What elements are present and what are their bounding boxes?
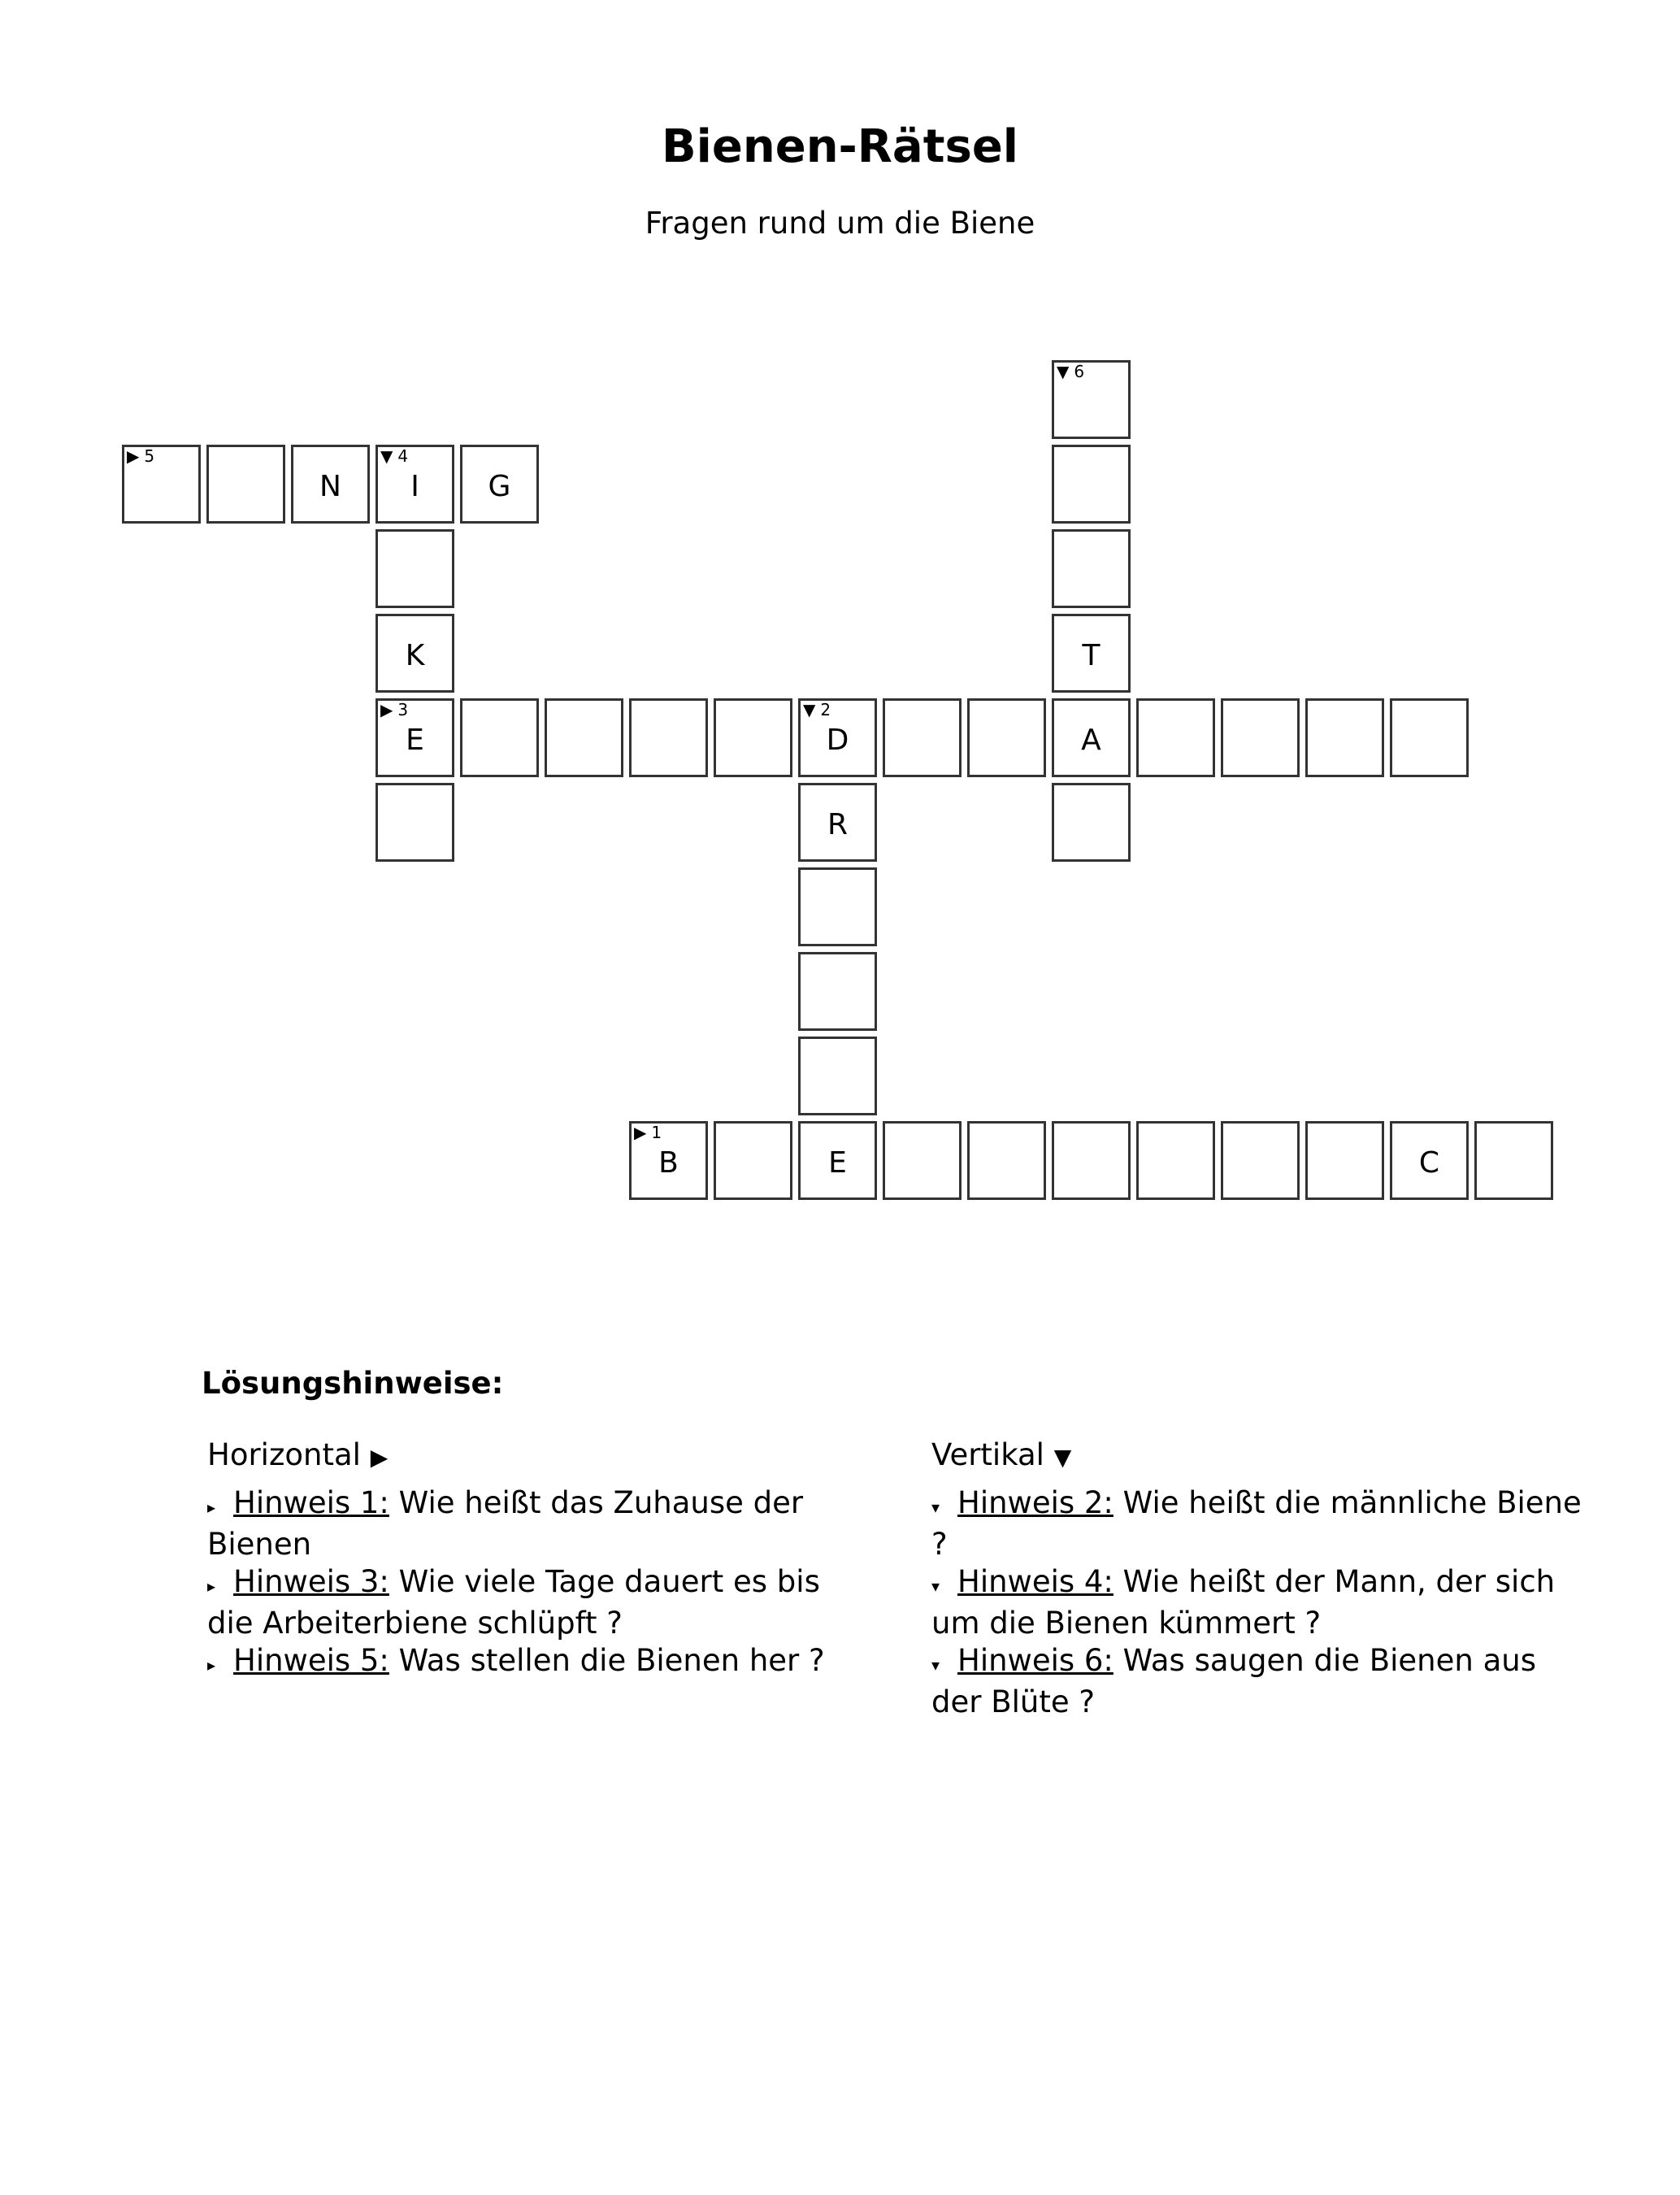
clue-text: Wie heißt die männliche Biene ? bbox=[931, 1485, 1582, 1562]
cell-letter: B bbox=[658, 1146, 679, 1180]
crossword-cell[interactable] bbox=[714, 1121, 792, 1200]
crossword-cell[interactable] bbox=[629, 1121, 708, 1200]
crossword-cell[interactable] bbox=[798, 867, 877, 946]
cell-letter: K bbox=[405, 639, 425, 672]
crossword-cell[interactable] bbox=[1052, 783, 1131, 862]
arrow-down-icon: ▼ bbox=[803, 700, 816, 719]
arrow-down-icon: ▼ bbox=[1053, 1444, 1072, 1471]
horizontal-clues bbox=[207, 1437, 857, 1684]
crossword-cell[interactable] bbox=[291, 445, 370, 524]
crossword-cell[interactable] bbox=[376, 783, 454, 862]
crossword-cell[interactable] bbox=[798, 1037, 877, 1115]
crossword-cell[interactable] bbox=[967, 698, 1046, 777]
hints-title: Lösungshinweise: bbox=[202, 1366, 504, 1401]
arrow-down-icon: ▼ bbox=[1057, 362, 1070, 381]
crossword-cell[interactable] bbox=[1052, 445, 1131, 524]
horizontal-heading bbox=[207, 1437, 857, 1476]
crossword-cell[interactable] bbox=[206, 445, 285, 524]
crossword-cell[interactable] bbox=[1390, 698, 1469, 777]
clue-number bbox=[1057, 363, 1084, 380]
crossword-cell[interactable] bbox=[376, 529, 454, 608]
crossword-cell[interactable] bbox=[1474, 1121, 1553, 1200]
crossword-cell[interactable] bbox=[376, 698, 454, 777]
cell-letter: C bbox=[1418, 1146, 1440, 1180]
page-subtitle: Fragen rund um die Biene bbox=[645, 206, 1035, 241]
clue-number bbox=[803, 701, 831, 719]
crossword-cell[interactable] bbox=[1052, 698, 1131, 777]
clue-label: Hinweis 6: bbox=[957, 1643, 1113, 1678]
arrow-right-icon: ▶ bbox=[380, 700, 393, 719]
small-arrow-down-icon: ▾ bbox=[931, 1655, 940, 1675]
clue-item bbox=[931, 1642, 1582, 1721]
crossword-cell[interactable] bbox=[1136, 1121, 1215, 1200]
small-arrow-right-icon: ▸ bbox=[207, 1497, 216, 1517]
clue-label: Hinweis 1: bbox=[233, 1485, 389, 1520]
crossword-cell[interactable] bbox=[714, 698, 792, 777]
clue-label: Hinweis 5: bbox=[233, 1643, 389, 1678]
vertical-heading bbox=[931, 1437, 1582, 1476]
arrow-right-icon: ▶ bbox=[634, 1123, 647, 1142]
clue-item bbox=[207, 1642, 857, 1684]
crossword-cell[interactable] bbox=[122, 445, 201, 524]
crossword-cell[interactable] bbox=[1221, 698, 1300, 777]
clue-text: Was stellen die Bienen her ? bbox=[389, 1643, 825, 1678]
arrow-right-icon: ▶ bbox=[370, 1444, 389, 1471]
crossword-cell[interactable] bbox=[883, 698, 962, 777]
clue-number-value: 4 bbox=[397, 446, 409, 466]
crossword-cell[interactable] bbox=[1305, 698, 1384, 777]
crossword-cell[interactable] bbox=[1390, 1121, 1469, 1200]
crossword-cell[interactable] bbox=[629, 698, 708, 777]
crossword-cell[interactable] bbox=[1052, 360, 1131, 439]
horizontal-heading-label: Horizontal bbox=[207, 1437, 361, 1472]
cell-letter: R bbox=[827, 808, 848, 841]
cell-letter: I bbox=[410, 470, 419, 503]
crossword-cell[interactable] bbox=[1052, 614, 1131, 693]
crossword-cell[interactable] bbox=[1305, 1121, 1384, 1200]
crossword-cell[interactable] bbox=[460, 698, 539, 777]
crossword-cell[interactable] bbox=[1221, 1121, 1300, 1200]
clue-number bbox=[380, 701, 408, 719]
clue-number-value: 6 bbox=[1074, 362, 1085, 381]
clue-item bbox=[931, 1484, 1582, 1563]
small-arrow-right-icon: ▸ bbox=[207, 1655, 216, 1675]
crossword-cell[interactable] bbox=[798, 783, 877, 862]
crossword-cell[interactable] bbox=[798, 952, 877, 1031]
crossword-cell[interactable] bbox=[460, 445, 539, 524]
cell-letter: E bbox=[828, 1146, 847, 1180]
crossword-cell[interactable] bbox=[1052, 529, 1131, 608]
vertical-heading-label: Vertikal bbox=[931, 1437, 1044, 1472]
clue-text: Wie heißt der Mann, der sich um die Bienen kümmert ? bbox=[931, 1564, 1556, 1641]
crossword-cell[interactable] bbox=[376, 614, 454, 693]
cell-letter: D bbox=[826, 724, 849, 757]
cell-letter: G bbox=[488, 470, 511, 503]
clue-number-value: 3 bbox=[397, 700, 409, 719]
clue-number-value: 1 bbox=[651, 1123, 662, 1142]
clue-item bbox=[207, 1484, 857, 1563]
clue-text: Was saugen die Bienen aus der Blüte ? bbox=[931, 1643, 1537, 1719]
arrow-right-icon: ▶ bbox=[127, 446, 140, 466]
cell-letter: T bbox=[1082, 639, 1100, 672]
vertical-clues bbox=[931, 1437, 1582, 1721]
page-title: Bienen-Rätsel bbox=[661, 120, 1018, 173]
crossword-cell[interactable] bbox=[1052, 1121, 1131, 1200]
crossword-cell[interactable] bbox=[798, 698, 877, 777]
cell-letter: N bbox=[319, 470, 341, 503]
cell-letter: A bbox=[1081, 724, 1101, 757]
clue-label: Hinweis 2: bbox=[957, 1485, 1113, 1520]
clue-number-value: 5 bbox=[144, 446, 155, 466]
clue-number bbox=[380, 447, 408, 465]
small-arrow-down-icon: ▾ bbox=[931, 1576, 940, 1596]
small-arrow-right-icon: ▸ bbox=[207, 1576, 216, 1596]
cell-letter: E bbox=[406, 724, 424, 757]
clue-label: Hinweis 4: bbox=[957, 1564, 1113, 1599]
clue-number bbox=[127, 447, 154, 465]
clue-item bbox=[207, 1563, 857, 1642]
clue-number bbox=[634, 1124, 662, 1141]
crossword-cell[interactable] bbox=[967, 1121, 1046, 1200]
small-arrow-down-icon: ▾ bbox=[931, 1497, 940, 1517]
clue-number-value: 2 bbox=[820, 700, 831, 719]
clue-item bbox=[931, 1563, 1582, 1642]
clue-label: Hinweis 3: bbox=[233, 1564, 389, 1599]
crossword-cell[interactable] bbox=[376, 445, 454, 524]
arrow-down-icon: ▼ bbox=[380, 446, 393, 466]
crossword-cell[interactable] bbox=[1136, 698, 1215, 777]
crossword-cell[interactable] bbox=[798, 1121, 877, 1200]
crossword-cell[interactable] bbox=[545, 698, 623, 777]
clue-text: Wie heißt das Zuhause der Bienen bbox=[207, 1485, 804, 1562]
crossword-cell[interactable] bbox=[883, 1121, 962, 1200]
clue-text: Wie viele Tage dauert es bis die Arbeiterbiene schlüpft ? bbox=[207, 1564, 820, 1641]
